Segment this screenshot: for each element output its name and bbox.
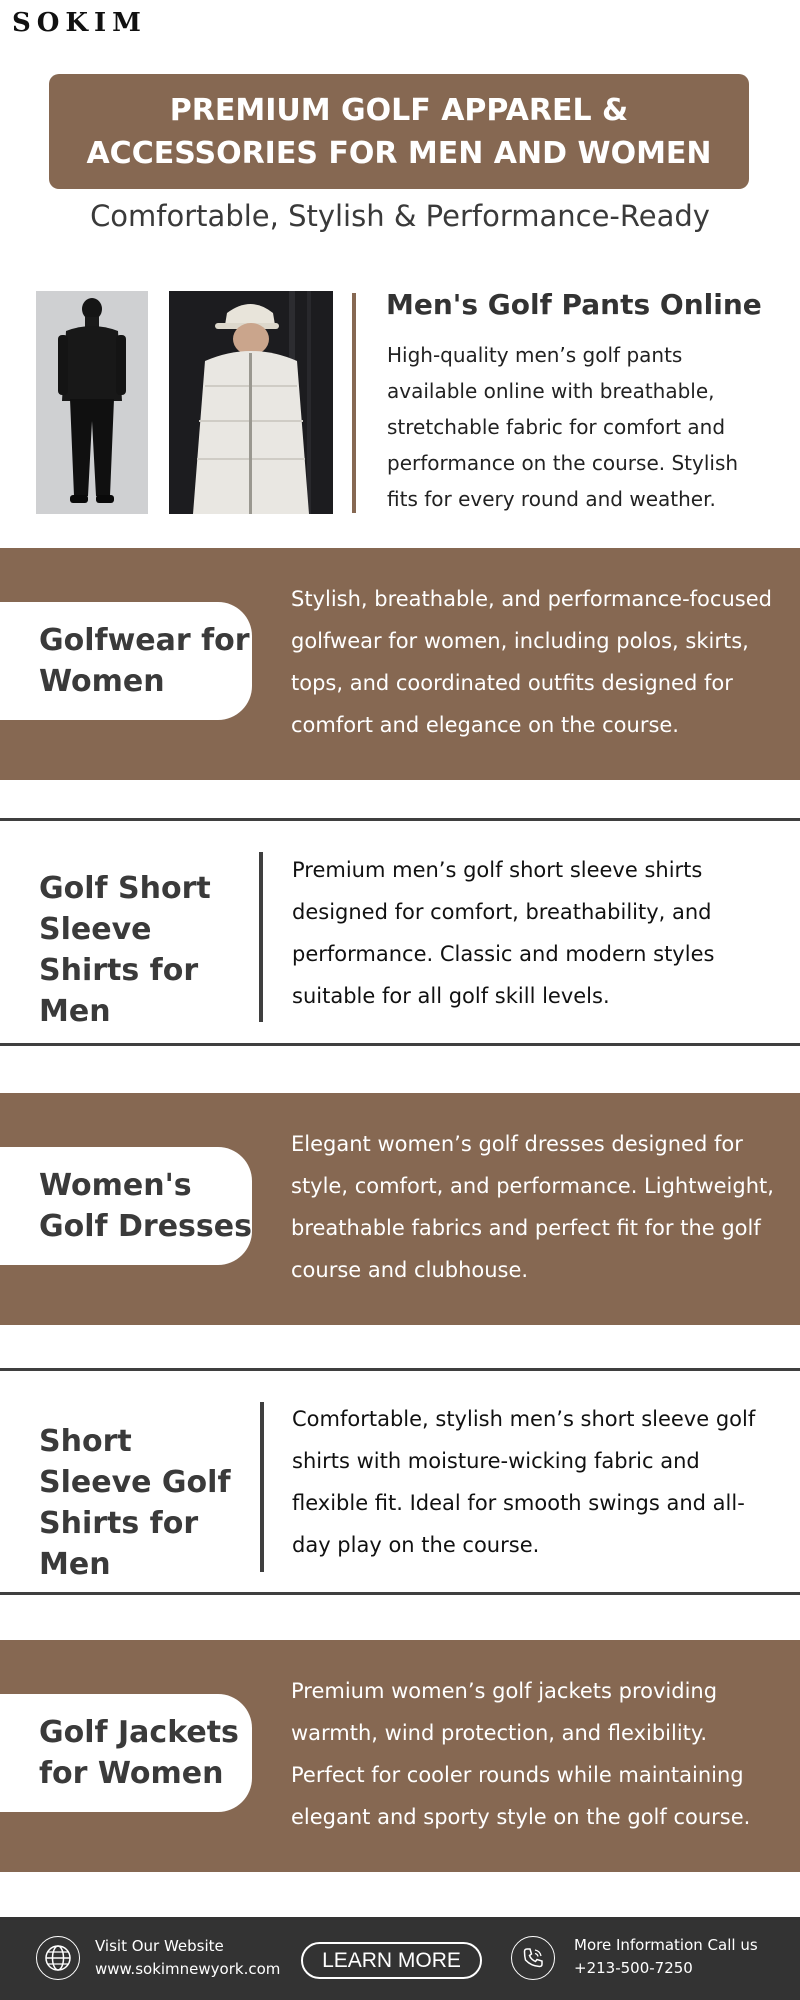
section-label-box bbox=[0, 602, 252, 720]
section-rule-bottom bbox=[0, 1043, 800, 1046]
section-text: Premium women’s golf jackets providing warmth, wind protection, and flexibility. Perfect for cooler rounds while maintaining elegant and sporty style on the golf course. bbox=[291, 1679, 751, 1829]
hero-subtitle: Comfortable, Stylish & Performance-Ready bbox=[90, 199, 710, 233]
section-label-box bbox=[0, 1694, 252, 1812]
section-divider bbox=[259, 852, 263, 1022]
section-text-men-short-sleeve: Premium men’s golf short sleeve shirts designed for comfort, breathability, and performance. Classic and modern styles suitable for all golf skill levels. bbox=[292, 858, 715, 1008]
website-url-link[interactable]: www.sokimnewyork.com bbox=[95, 1960, 281, 1978]
hero-title: PREMIUM GOLF APPAREL & ACCESSORIES FOR MEN AND WOMEN bbox=[49, 74, 749, 189]
section-rule-bottom bbox=[0, 1592, 800, 1595]
section-label: Golfwear for Women bbox=[39, 623, 250, 699]
learn-more-button[interactable]: LEARN MORE bbox=[301, 1942, 482, 1979]
section-divider bbox=[260, 1402, 264, 1572]
section-label: Golf Jackets for Women bbox=[39, 1715, 239, 1791]
brand-logo[interactable]: SOKIM bbox=[12, 8, 147, 38]
intro-text: High-quality men’s golf pants available online with breathable, stretchable fabric for comfort and performance on the course. Stylish fits for every round and weather. bbox=[387, 343, 739, 511]
section-rule-top bbox=[0, 1368, 800, 1371]
section-label-men-short-sleeve: Golf Short Sleeve Shirts for Men bbox=[39, 871, 211, 1029]
section-label-box bbox=[0, 1147, 252, 1265]
section-golf-jackets-women bbox=[0, 1640, 800, 1872]
intro-divider bbox=[352, 293, 356, 513]
footer bbox=[0, 1917, 800, 2000]
section-text: Stylish, breathable, and performance-focused golfwear for women, including polos, skirts, tops, and coordinated outfits designed for comfort and elegance on the course. bbox=[291, 587, 772, 737]
globe-icon[interactable] bbox=[36, 1936, 80, 1980]
website-label: Visit Our Website bbox=[95, 1937, 224, 1955]
intro-heading: Men's Golf Pants Online bbox=[386, 288, 762, 321]
phone-number-link[interactable]: +213-500-7250 bbox=[574, 1959, 693, 1977]
section-womens-dresses bbox=[0, 1093, 800, 1325]
product-photo-white-jacket bbox=[169, 291, 333, 514]
section-label: Women's Golf Dresses bbox=[39, 1168, 252, 1244]
section-label-short-sleeve-golf: Short Sleeve Golf Shirts for Men bbox=[39, 1424, 231, 1582]
section-golfwear-women bbox=[0, 548, 800, 780]
phone-label: More Information Call us bbox=[574, 1936, 758, 1954]
section-text-short-sleeve-golf: Comfortable, stylish men’s short sleeve golf shirts with moisture-wicking fabric and flexible fit. Ideal for smooth swings and all-day play on the course. bbox=[292, 1407, 756, 1557]
section-text: Elegant women’s golf dresses designed for style, comfort, and performance. Lightweight, breathable fabrics and perfect fit for the golf course and clubhouse. bbox=[291, 1132, 774, 1282]
phone-icon[interactable] bbox=[511, 1936, 555, 1980]
product-photo-black-outfit bbox=[36, 291, 148, 514]
section-rule-top bbox=[0, 818, 800, 821]
